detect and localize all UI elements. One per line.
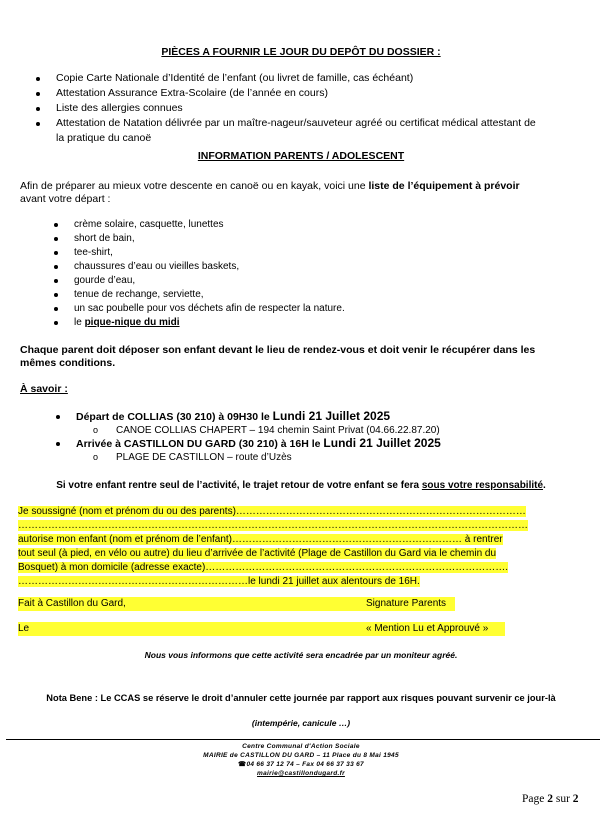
list-item-picnic: le pique-nique du midi [74, 316, 574, 330]
footer-phone: ☎04 66 37 12 74 – Fax 04 66 37 33 67 [238, 761, 364, 768]
nota-sub: (intempérie, canicule …) [251, 718, 351, 728]
signature-label: Signature Parents [366, 598, 447, 609]
a-savoir-block [76, 410, 596, 464]
list-item: short de bain, [74, 232, 574, 246]
list-item: tenue de rechange, serviette, [74, 288, 574, 302]
footer-divider [6, 739, 600, 740]
mention-label: « Mention Lu et Approuvé » [366, 623, 489, 634]
footer-email-link[interactable]: mairie@castillondugard.fr [257, 770, 345, 777]
list-item: Attestation de Natation délivrée par un maître-nageur/sauveteur agréé ou certificat médical attestant de [56, 116, 586, 131]
equipment-list [74, 218, 574, 330]
responsabilite-note: Si votre enfant rentre seul de l’activité, le trajet retour de votre enfant se fera sous votre responsabilité. [56, 480, 546, 491]
fait-label: Fait à Castillon du Gard, [18, 598, 126, 609]
intro-paragraph: Afin de préparer au mieux votre descente en canoë ou en kayak, voici une liste de l’équipement à prévoir avant votre départ : [20, 180, 520, 205]
list-item: un sac poubelle pour vos déchets afin de respecter la nature. [74, 302, 574, 316]
footer-block [0, 742, 602, 778]
arrivee-place: o PLAGE DE CASTILLON – route d’Uzès [93, 452, 292, 463]
list-item-continuation: la pratique du canoë [56, 132, 152, 144]
pieces-title: PIÈCES A FOURNIR LE JOUR DU DEPÔT DU DOSSIER : [161, 46, 441, 58]
page-number: Page 2 sur 2 [522, 793, 579, 805]
list-item: Liste des allergies connues [56, 101, 586, 116]
date-label[interactable]: Le [18, 623, 30, 634]
list-item: tee-shirt, [74, 246, 574, 260]
form-line-address-cont[interactable]: ……………………………………………………………le lundi 21 juillet aux alentours de 16H. [18, 576, 420, 587]
form-line-route: tout seul (à pied, en vélo ou autre) du lieu d’arrivée de l’activité (Plage de Castillon du Gard via le chemin du [18, 548, 497, 559]
info-title: INFORMATION PARENTS / ADOLESCENT [197, 150, 405, 162]
footer-address: MAIRIE de CASTILLON DU GARD – 11 Place du 8 Mai 1945 [203, 752, 399, 759]
arrivee-line: Arrivée à CASTILLON DU GARD (30 210) à 16H le Lundi 21 Juillet 2025 [76, 437, 596, 451]
parents-notice: Chaque parent doit déposer son enfant devant le lieu de rendez-vous et doit venir le récupérer dans les mêmes conditions. [20, 344, 536, 369]
encadre-note: Nous vous informons que cette activité sera encadrée par un moniteur agréé. [144, 650, 458, 660]
date-line [18, 622, 505, 636]
nota-bene: Nota Bene : Le CCAS se réserve le droit d’annuler cette journée par rapport aux risques pouvant survenir ce jour-là [46, 693, 556, 703]
list-item: Attestation Assurance Extra-Scolaire (de l’année en cours) [56, 86, 586, 101]
form-line-parent[interactable]: Je soussigné (nom et prénom du ou des parents)…………………………………………………………………………… [18, 506, 526, 517]
pieces-list [56, 71, 586, 146]
form-line-parent-cont[interactable]: ……………………………………………………………………………………………………………………………………… [18, 520, 528, 531]
list-item: gourde d’eau, [74, 274, 574, 288]
consent-form [18, 505, 580, 589]
fait-line [18, 597, 455, 611]
form-line-child[interactable]: autorise mon enfant (nom et prénom de l’enfant)…………………………………………………………… à rentrer [18, 534, 503, 545]
depart-line: Départ de COLLIAS (30 210) à 09H30 le Lundi 21 Juillet 2025 [76, 410, 596, 424]
depart-place: o CANOE COLLIAS CHAPERT – 194 chemin Saint Privat (04.66.22.87.20) [93, 425, 440, 436]
list-item: crème solaire, casquette, lunettes [74, 218, 574, 232]
form-line-address[interactable]: Bosquet) à mon domicile (adresse exacte)………………………………………………………………………………. [18, 562, 509, 573]
footer-org: Centre Communal d'Action Sociale [242, 743, 360, 750]
list-item: Copie Carte Nationale d’Identité de l’enfant (ou livret de famille, cas échéant) [56, 71, 586, 86]
phone-icon: ☎ [238, 761, 247, 768]
list-item: chaussures d’eau ou vieilles baskets, [74, 260, 574, 274]
a-savoir-title: À savoir : [20, 383, 68, 395]
